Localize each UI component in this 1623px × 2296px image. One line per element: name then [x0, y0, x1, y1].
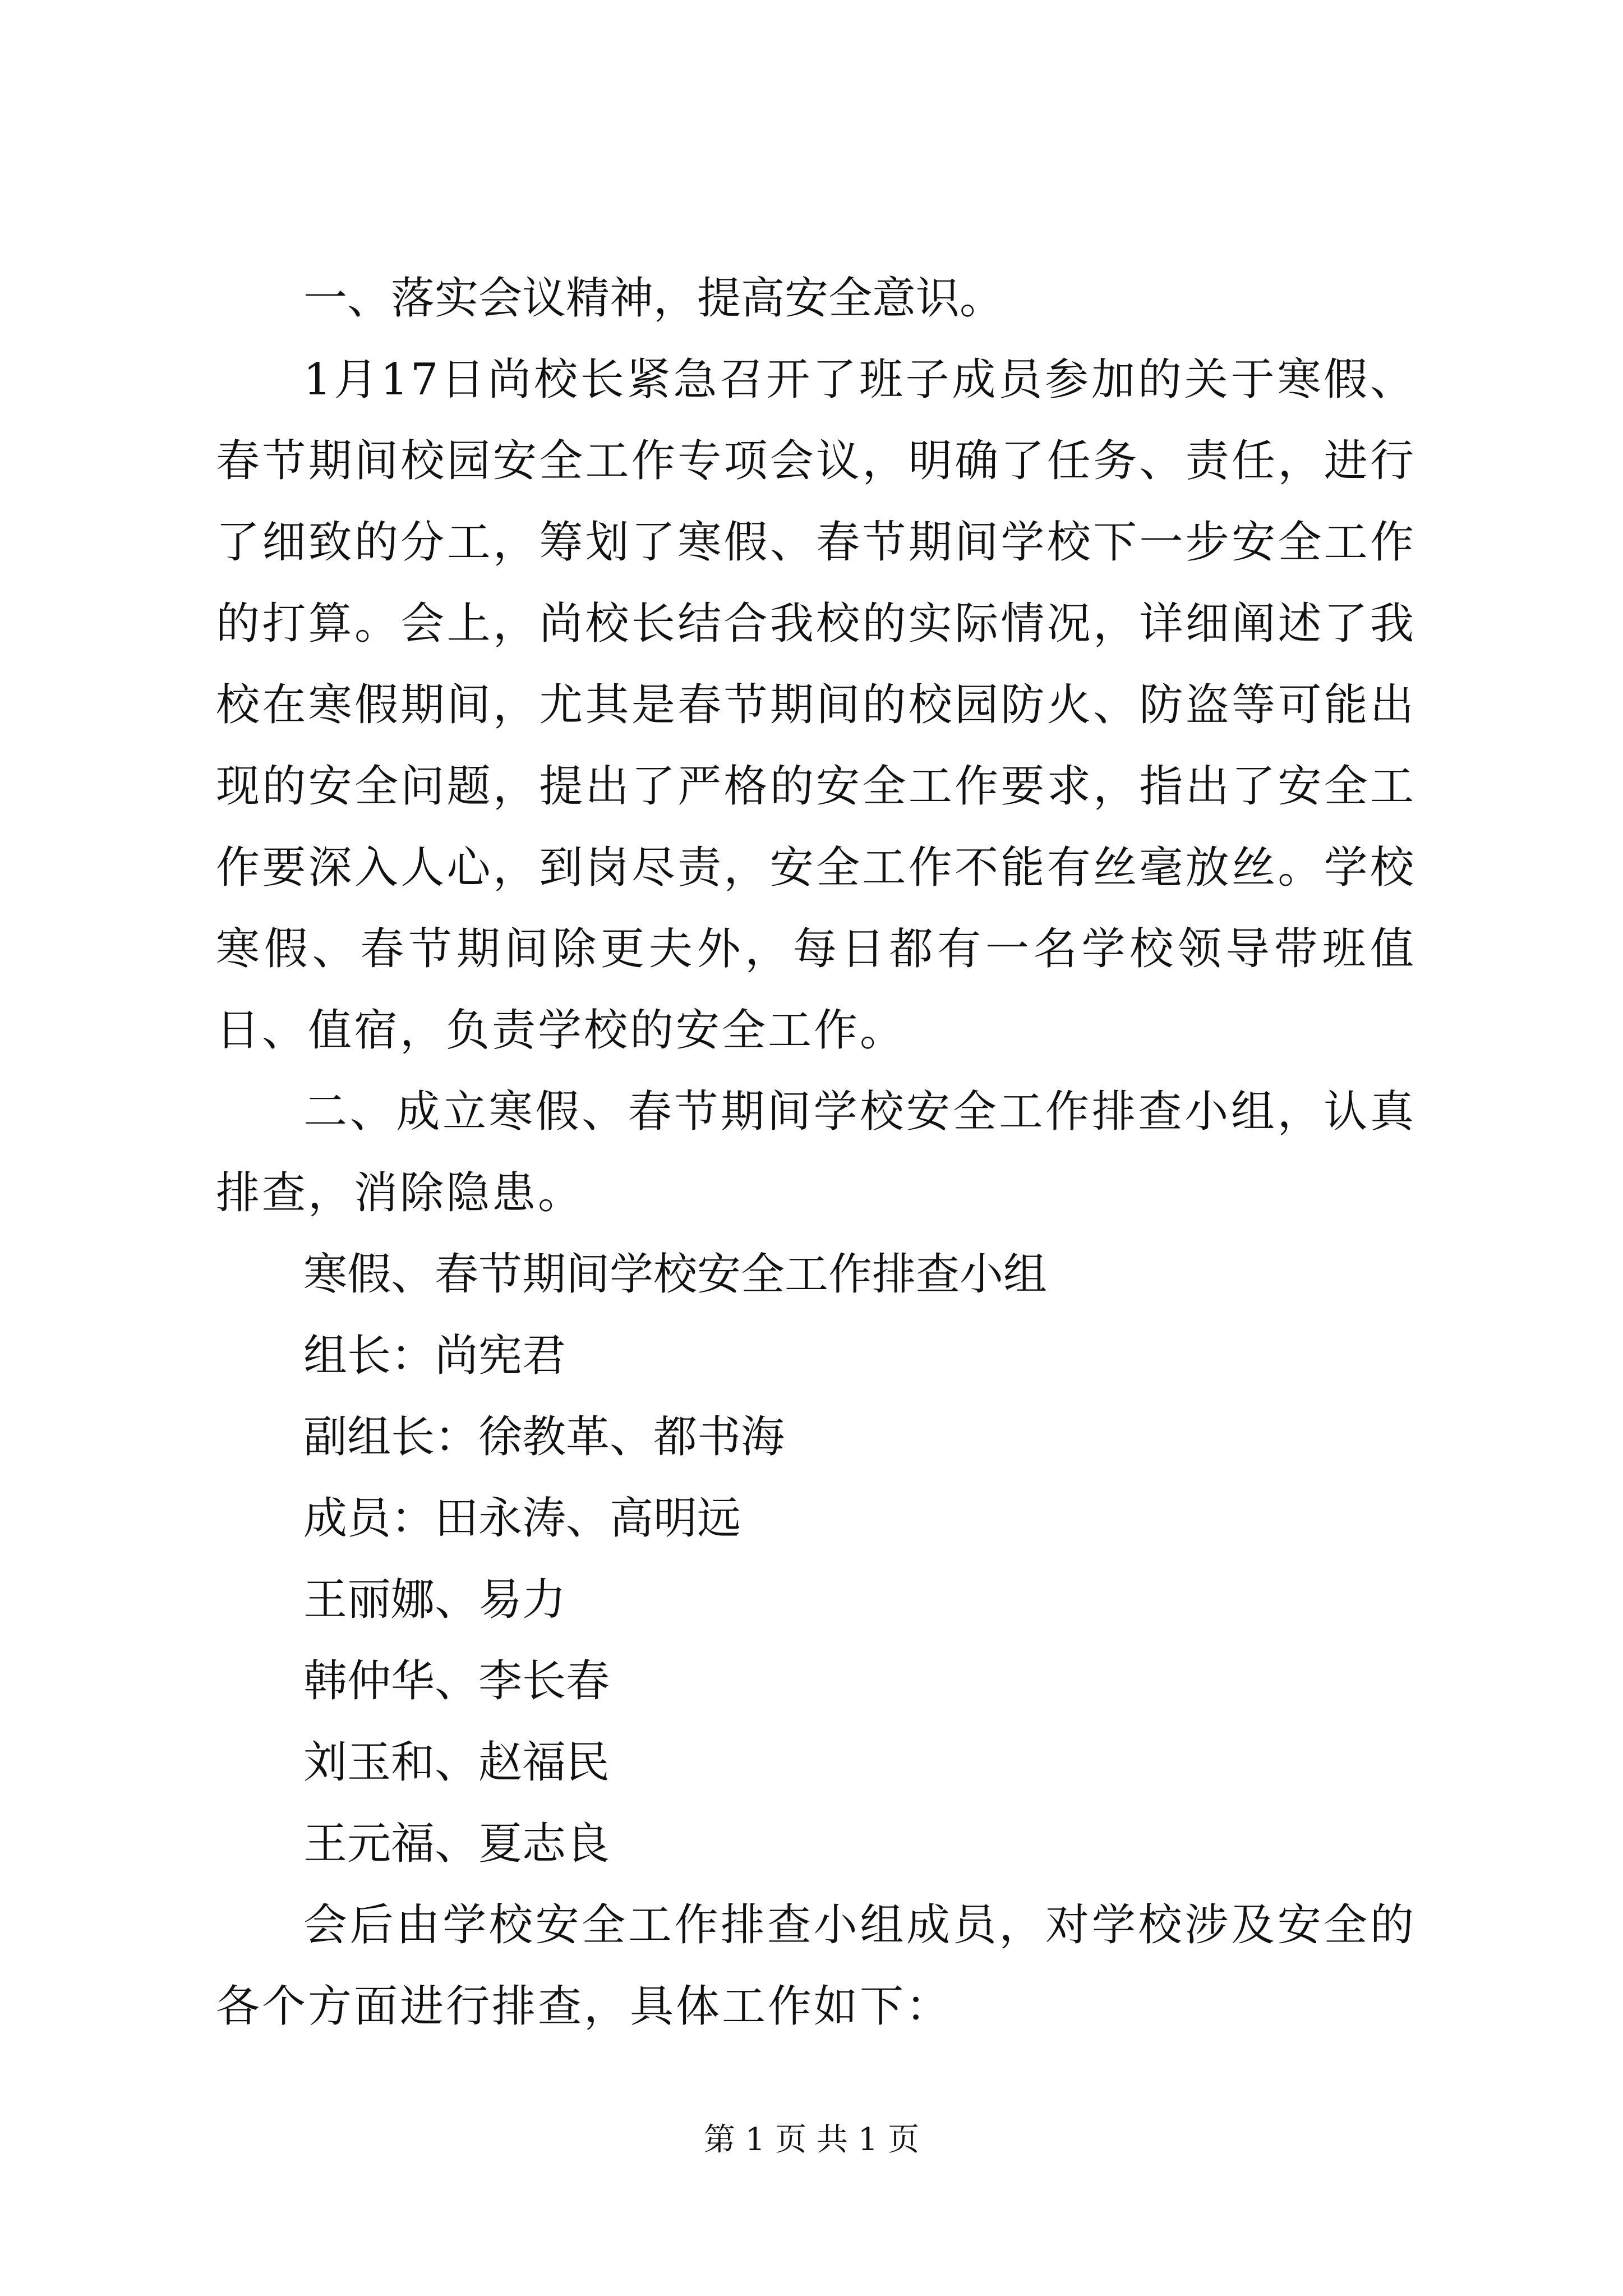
member-line: 刘玉和、赵福民 [303, 1737, 610, 1788]
document-body [216, 258, 1416, 2047]
group-members-line: 成员：田永涛、高明远 [303, 1493, 741, 1544]
section-1-paragraph: 1月17日尚校长紧急召开了班子成员参加的关于寒假、春节期间校园安全工作专项会议，明确了任务、责任，进行了细致的分工，筹划了寒假、春节期间学校下一步安全工作的打算。会上，尚校长结合我校的实际情况，详细阐述了我校在寒假期间，尤其是春节期间的校园防火、防盗等可能出现的安全问题，提出了严格的安全工作要求，指出了安全工作要深入人心，到岗尽责，安全工作不能有丝毫放丝。学校寒假、春节期间除更夫外，每日都有一名学校领导带班值日、值宿，负责学校的安全工作。 [216, 355, 1416, 1056]
member-line: 王丽娜、易力 [303, 1575, 566, 1625]
section-1-heading: 一、落实会议精神，提高安全意识。 [303, 273, 1004, 324]
group-leader: 组长：尚宪君 [303, 1331, 566, 1381]
member-line: 韩仲华、李长春 [303, 1656, 610, 1706]
group-deputy-leader: 副组长：徐教革、都书海 [303, 1412, 785, 1462]
member-line: 王元福、夏志良 [303, 1819, 610, 1869]
group-title: 寒假、春节期间学校安全工作排查小组 [303, 1249, 1048, 1300]
closing-paragraph: 会后由学校安全工作排查小组成员，对学校涉及安全的各个方面进行排查，具体工作如下： [216, 1900, 1416, 2032]
section-2-heading: 二、成立寒假、春节期间学校安全工作排查小组，认真排查，消除隐患。 [216, 1087, 1416, 1218]
page-footer: 第 1 页 共 1 页 [703, 2122, 920, 2158]
